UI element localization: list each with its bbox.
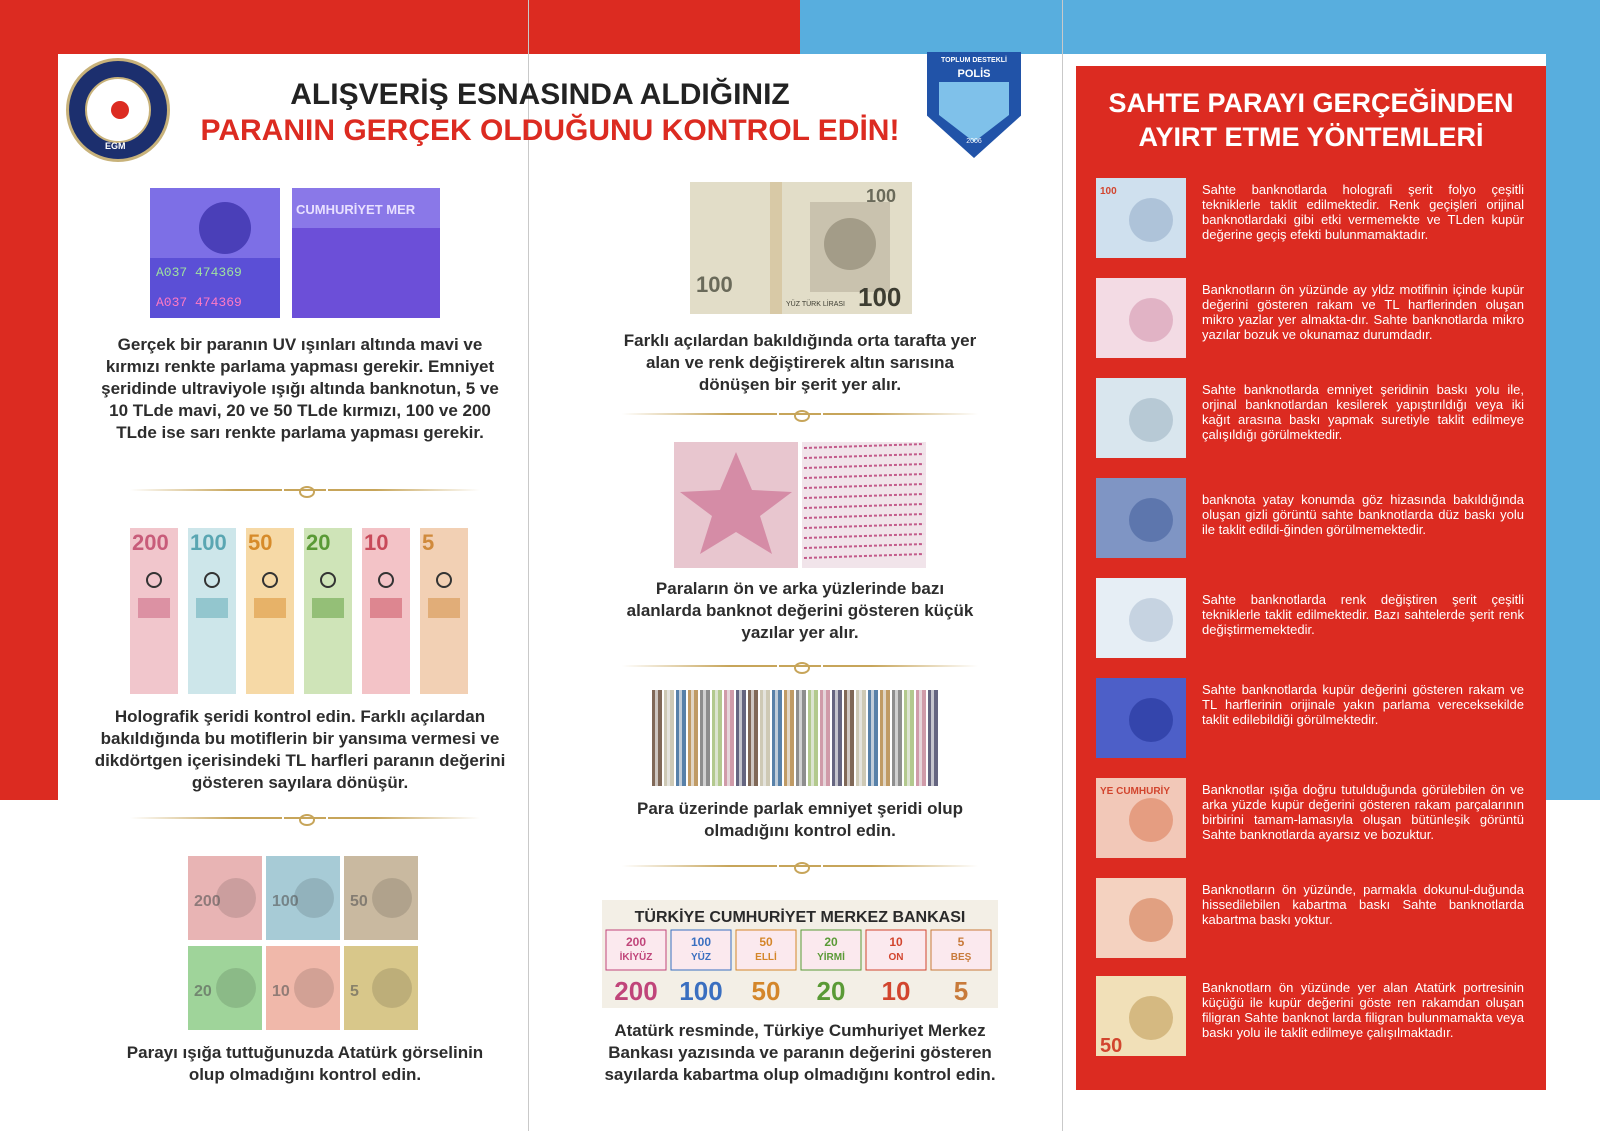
security-thread-image bbox=[652, 690, 942, 786]
watermark-value: 100 bbox=[272, 893, 299, 910]
sidebar-item-text: Banknotların ön yüzünde, parmakla dokunul-duğunda hissedilebilen kabartma baskı Sahte banknotlarda kabartma baskı yoktur. bbox=[1202, 882, 1524, 927]
sidebar-title-line1: SAHTE PARAYI GERÇEĞİNDEN bbox=[1108, 88, 1514, 118]
holo-value: 20 bbox=[306, 530, 331, 555]
sidebar-thumbnail bbox=[1096, 378, 1186, 458]
bank-tile-word: YİRMİ bbox=[817, 952, 845, 963]
micro-text-image bbox=[674, 442, 926, 568]
uv-serial-top: A037 474369 bbox=[156, 265, 242, 280]
thread-line bbox=[715, 690, 718, 786]
bank-tile-word: İKİYÜZ bbox=[619, 952, 653, 963]
caption-color-shift: Farklı açılardan bakıldığında orta tarafta yer alan ve renk değiştirerek altın sarısına dönüşen bir şerit yer alır. bbox=[623, 331, 977, 394]
sidebar-thumbnail bbox=[1096, 178, 1186, 258]
bank-tile-value: 10 bbox=[889, 935, 903, 949]
caption-holographic: Holografik şeridi kontrol edin. Farklı açılardan bakıldığında bu motiflerin bir yansıma vermesi ve dikdörtgen içerisindeki TL harfleri paranın değerini gösteren sayılara dönüşür. bbox=[94, 707, 506, 792]
color-shift-banknote-image bbox=[690, 182, 912, 314]
sidebar-item-text: Banknotlar ışığa doğru tutulduğunda görülebilen ön ve arka yüzde kupür değerini gösteren rakam parçalarının birbirini tamam-lamasıyla oluşan bütünleşik görüntü Sahte banknotlarda ayarsız ve bozuktur. bbox=[1202, 782, 1524, 842]
bank-tile-value: 20 bbox=[824, 935, 838, 949]
bank-tile-word: BEŞ bbox=[950, 952, 972, 963]
logo-name: POLİS bbox=[957, 68, 991, 80]
thumb-shape bbox=[1129, 598, 1173, 642]
holo-value: 100 bbox=[190, 530, 227, 555]
thread-line bbox=[703, 690, 706, 786]
thread-line bbox=[763, 690, 766, 786]
holo-value: 5 bbox=[422, 530, 435, 555]
sidebar-thumbnail bbox=[1096, 976, 1186, 1056]
thumb-shape bbox=[1129, 898, 1173, 942]
sidebar-item-text: Banknotların ön yüzünde ay yldz motifinin içinde kupür değerini gösteren rakam ve TL harflerinden oluşan mikro yazlar yer almakta-dır. Sahte banknotlarda mikro yazılar bozuk ve okunamaz durumdadır. bbox=[1202, 282, 1524, 342]
bank-tile-word: ELLİ bbox=[755, 952, 777, 963]
divider bbox=[622, 860, 978, 872]
thumb-shape bbox=[1129, 996, 1173, 1040]
thumb-shape bbox=[1129, 498, 1173, 542]
thread-line bbox=[739, 690, 742, 786]
thread-line bbox=[931, 690, 934, 786]
holo-tl-box bbox=[312, 598, 344, 618]
sidebar-item-text: Sahte banknotlarda holografi şerit folyo çeşitli tekniklerle taklit edilmektedir. Renk geçişleri orijinal banknotlardaki gibi etki vermemekte ve TLden kupür değerine geçiş efekti bulunmamaktadır. bbox=[1202, 182, 1524, 242]
community-police-logo bbox=[927, 52, 1021, 158]
sidebar-thumbnail bbox=[1096, 478, 1186, 558]
thumb-label: 50 bbox=[1100, 1035, 1123, 1056]
thread-line bbox=[907, 690, 910, 786]
portrait-shape bbox=[294, 878, 334, 918]
thumb-label: YE CUMHURİY bbox=[1100, 786, 1171, 797]
holo-tl-box bbox=[196, 598, 228, 618]
bank-tile-value: 100 bbox=[690, 935, 712, 949]
thread-line bbox=[667, 690, 670, 786]
divider bbox=[622, 660, 978, 672]
watermark-value: 10 bbox=[272, 983, 290, 1000]
bank-tile-value: 50 bbox=[759, 935, 773, 949]
thread-line bbox=[775, 690, 778, 786]
thread-line bbox=[679, 690, 682, 786]
sidebar-title-line2: AYIRT ETME YÖNTEMLERİ bbox=[1138, 122, 1484, 152]
sidebar-title bbox=[1076, 86, 1546, 154]
thumb-shape bbox=[1129, 298, 1173, 342]
sidebar-thumbnail bbox=[1096, 678, 1186, 758]
sidebar-thumbnail bbox=[1096, 778, 1186, 858]
sidebar-item-text: Sahte banknotlarda emniyet şeridinin baskı yolu ile, orjinal banknotlardan kesilerek yapıştırıldığı veya iki kağıt arasına baskı yapmak suretiyle taklit edilmeye çalışıldığı görülmektedir. bbox=[1202, 382, 1524, 442]
thread-line bbox=[847, 690, 850, 786]
fold-line-2 bbox=[1062, 0, 1063, 1131]
bank-tile-word: YÜZ bbox=[691, 952, 711, 963]
bank-name-text: TÜRKİYE CUMHURİYET MERKEZ BANKASI bbox=[634, 909, 966, 926]
watermark-portraits-image bbox=[188, 856, 422, 1030]
thread-line bbox=[871, 690, 874, 786]
logo-top-text: TOPLUM DESTEKLİ bbox=[941, 57, 1007, 64]
portrait-shape bbox=[216, 878, 256, 918]
thread-line bbox=[823, 690, 826, 786]
page-title-line2: PARANIN GERÇEK OLDUĞUNU KONTROL EDİN! bbox=[200, 114, 900, 147]
sidebar-thumbnail bbox=[1096, 578, 1186, 658]
bank-large-value: 50 bbox=[751, 976, 781, 1006]
logo-emblem bbox=[85, 77, 151, 143]
bank-tile-word: ON bbox=[888, 952, 904, 963]
thumb-shape bbox=[1129, 398, 1173, 442]
thumb-shape bbox=[1129, 198, 1173, 242]
watermark-value: 5 bbox=[350, 983, 359, 1000]
fold-line-1 bbox=[528, 0, 529, 1131]
watermark-value: 200 bbox=[194, 893, 221, 910]
crescent-star-icon bbox=[111, 101, 129, 119]
bank-large-value: 10 bbox=[881, 976, 911, 1006]
counterfeit-methods-sidebar bbox=[1076, 66, 1546, 1090]
holo-value: 200 bbox=[132, 530, 169, 555]
divider bbox=[130, 484, 480, 496]
thread-line bbox=[727, 690, 730, 786]
thread-line bbox=[655, 690, 658, 786]
holo-tl-box bbox=[254, 598, 286, 618]
holo-value: 10 bbox=[364, 530, 389, 555]
embossed-banknotes-image bbox=[602, 900, 998, 1008]
note-value-right: 100 bbox=[858, 282, 902, 312]
uv-serial-bottom: A037 474369 bbox=[156, 295, 242, 310]
sidebar-thumbnail bbox=[1096, 878, 1186, 958]
thread-line bbox=[919, 690, 922, 786]
thread-line bbox=[751, 690, 754, 786]
thumb-shape bbox=[1129, 798, 1173, 842]
divider bbox=[622, 408, 978, 420]
thread-line bbox=[691, 690, 694, 786]
thread-line bbox=[799, 690, 802, 786]
uv-banknote-image bbox=[150, 188, 440, 318]
thread-line bbox=[787, 690, 790, 786]
bank-tile-value: 5 bbox=[957, 935, 965, 949]
caption-micro-text: Paraların ön ve arka yüzlerinde bazı alanlarda banknot değerini gösteren küçük yazılar yer alır. bbox=[626, 579, 974, 642]
logo-year: 2006 bbox=[966, 138, 982, 145]
caption-embossing: Atatürk resminde, Türkiye Cumhuriyet Merkez Bankası yazısında ve paranın değerini gösteren sayılarda kabartma olup olmadığını kontrol edin. bbox=[604, 1021, 996, 1084]
watermark-value: 20 bbox=[194, 983, 212, 1000]
holo-tl-box bbox=[370, 598, 402, 618]
thread-line bbox=[811, 690, 814, 786]
note-label: YÜZ TÜRK LİRASI bbox=[786, 301, 845, 308]
thread-line bbox=[895, 690, 898, 786]
portrait-shape bbox=[372, 878, 412, 918]
thread-line bbox=[835, 690, 838, 786]
police-directorate-logo bbox=[66, 58, 170, 162]
thumb-label: 100 bbox=[1100, 186, 1117, 197]
sidebar-thumbnail bbox=[1096, 278, 1186, 358]
logo-abbrev: EGM bbox=[105, 141, 126, 151]
caption-uv: Gerçek bir paranın UV ışınları altında mavi ve kırmızı renkte parlama yapması gerekir. Emniyet şeridinde ultraviyole ışığı altında banknotun, 5 ve 10 TLde mavi, 20 ve 50 TLde kırmızı, 100 ve 200 TLde ise sarı renkte parlama yapması gerekir. bbox=[101, 335, 499, 442]
holo-tl-box bbox=[428, 598, 460, 618]
uv-bank-text: CUMHURİYET MER bbox=[296, 202, 416, 217]
holographic-strips-image bbox=[130, 528, 476, 694]
thread-line bbox=[883, 690, 886, 786]
bank-large-value: 20 bbox=[816, 976, 846, 1006]
note-value-left: 100 bbox=[696, 272, 733, 297]
bank-large-value: 5 bbox=[953, 976, 969, 1006]
sidebar-item-text: Sahte banknotlarda kupür değerini gösteren rakam ve TL harflerinin orijinale yakın parlama vereceksekilde taklit edilebildiği görülmektedir. bbox=[1202, 682, 1524, 727]
note-value-top: 100 bbox=[866, 186, 897, 206]
sidebar-item-text: banknota yatay konumda göz hizasında bakıldığında oluşan gizli görüntü sahte banknotlarda düz baskı yolu ile taklit edildi-ğinden görülmemektedir. bbox=[1202, 492, 1524, 537]
sidebar-item-text: Sahte banknotlarda renk değiştiren şerit çeşitli tekniklerle taklit edilmektedir. Bazı sahtelerde şerit renk değiştirmemektedir. bbox=[1202, 592, 1524, 637]
page-title-line1: ALIŞVERİŞ ESNASINDA ALDIĞINIZ bbox=[290, 78, 790, 111]
caption-watermark: Parayı ışığa tuttuğunuzda Atatürk görselinin olup olmadığını kontrol edin. bbox=[126, 1043, 484, 1084]
thumb-shape bbox=[1129, 698, 1173, 742]
thread-line bbox=[859, 690, 862, 786]
bank-large-value: 100 bbox=[679, 976, 723, 1006]
bank-tile-value: 200 bbox=[625, 935, 647, 949]
watermark-value: 50 bbox=[350, 893, 368, 910]
holo-tl-box bbox=[138, 598, 170, 618]
divider bbox=[130, 812, 480, 824]
caption-security-thread: Para üzerinde parlak emniyet şeridi olup olmadığını kontrol edin. bbox=[637, 799, 963, 840]
portrait-shape bbox=[372, 968, 412, 1008]
holo-value: 50 bbox=[248, 530, 273, 555]
portrait-shape bbox=[216, 968, 256, 1008]
bank-large-value: 200 bbox=[614, 976, 658, 1006]
portrait-shape bbox=[294, 968, 334, 1008]
sidebar-item-text: Banknotlarn ön yüzünde yer alan Atatürk portresinin küçüğü ile kupür değerini göste ren rakamdan oluşan filigran Sahte banknot larda filigran bulunmamakta veya baskı yolu ile taklit edilmeye çalışılmaktadır. bbox=[1202, 980, 1524, 1040]
